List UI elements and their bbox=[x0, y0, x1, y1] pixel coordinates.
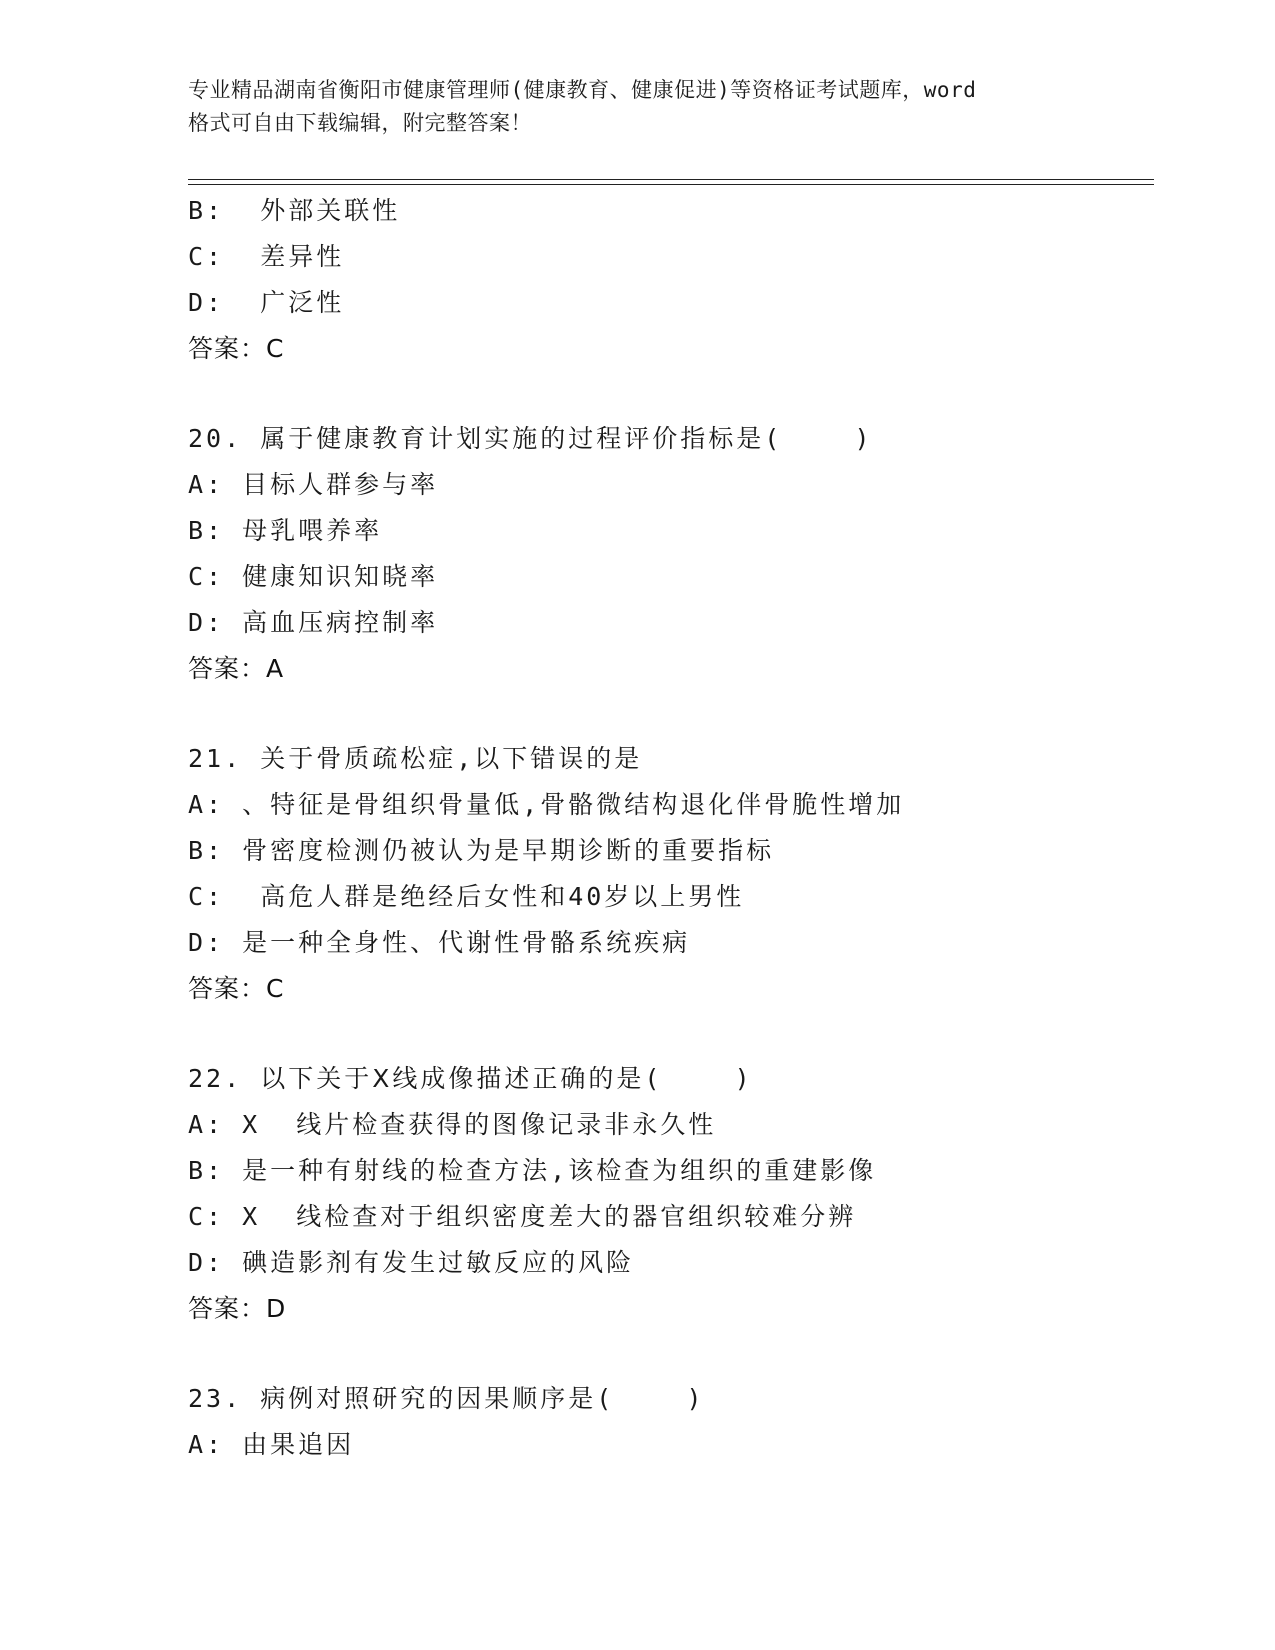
option-b: B: 母乳喂养率 bbox=[188, 516, 383, 545]
option-a: A: 目标人群参与率 bbox=[188, 470, 439, 499]
question-23 bbox=[188, 1376, 1148, 1468]
question-stem: 23. 病例对照研究的因果顺序是( ) bbox=[188, 1384, 705, 1413]
question-content bbox=[188, 188, 1148, 1468]
option-c: C: 健康知识知晓率 bbox=[188, 562, 439, 591]
option-a: A: 由果追因 bbox=[188, 1430, 355, 1459]
question-21 bbox=[188, 736, 1148, 1012]
option-c: C: 高危人群是绝经后女性和40岁以上男性 bbox=[188, 882, 745, 911]
option-d: D: 是一种全身性、代谢性骨骼系统疾病 bbox=[188, 928, 691, 957]
option-c: C: 差异性 bbox=[188, 242, 345, 271]
header-divider-bottom bbox=[188, 184, 1154, 185]
question-stem: 21. 关于骨质疏松症,以下错误的是 bbox=[188, 744, 643, 773]
option-b: B: 骨密度检测仍被认为是早期诊断的重要指标 bbox=[188, 836, 775, 865]
answer-line: 答案：D bbox=[188, 1294, 287, 1323]
spacer bbox=[188, 692, 1148, 736]
document-header bbox=[188, 74, 1088, 140]
option-a: A: 、特征是骨组织骨量低,骨骼微结构退化伴骨脆性增加 bbox=[188, 790, 905, 819]
option-a: A: X 线片检查获得的图像记录非永久性 bbox=[188, 1110, 717, 1139]
spacer bbox=[188, 372, 1148, 416]
previous-question-tail bbox=[188, 188, 1148, 372]
header-divider-top bbox=[188, 179, 1154, 180]
option-b: B: 是一种有射线的检查方法,该检查为组织的重建影像 bbox=[188, 1156, 877, 1185]
option-d: D: 广泛性 bbox=[188, 288, 345, 317]
option-d: D: 高血压病控制率 bbox=[188, 608, 439, 637]
question-stem: 20. 属于健康教育计划实施的过程评价指标是( ) bbox=[188, 424, 873, 453]
spacer bbox=[188, 1332, 1148, 1376]
question-22 bbox=[188, 1056, 1148, 1332]
answer-line: 答案：C bbox=[188, 974, 285, 1003]
option-d: D: 碘造影剂有发生过敏反应的风险 bbox=[188, 1248, 635, 1277]
option-b: B: 外部关联性 bbox=[188, 196, 401, 225]
answer-line: 答案：A bbox=[188, 654, 285, 683]
answer-line: 答案：C bbox=[188, 334, 285, 363]
header-line-1: 专业精品湖南省衡阳市健康管理师(健康教育、健康促进)等资格证考试题库，word bbox=[188, 78, 977, 102]
spacer bbox=[188, 1012, 1148, 1056]
option-c: C: X 线检查对于组织密度差大的器官组织较难分辨 bbox=[188, 1202, 857, 1231]
header-line-2: 格式可自由下载编辑，附完整答案！ bbox=[188, 111, 532, 135]
question-20 bbox=[188, 416, 1148, 692]
question-stem: 22. 以下关于Ⅹ线成像描述正确的是( ) bbox=[188, 1064, 753, 1093]
